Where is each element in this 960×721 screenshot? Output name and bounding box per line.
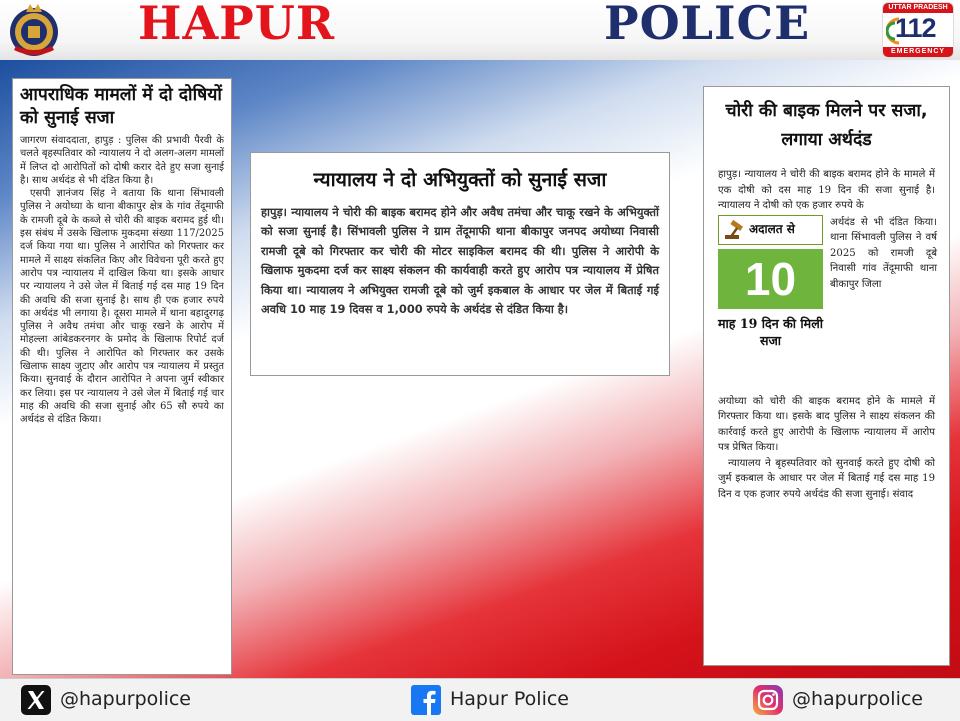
instagram-link[interactable] xyxy=(752,684,952,716)
clipping-center-title: न्यायालय ने दो अभियुक्तों को सुनाई सजा xyxy=(313,168,607,191)
gavel-icon xyxy=(723,219,745,241)
badge-number: 112 xyxy=(895,13,936,43)
header-hapur-title: HAPUR xyxy=(138,0,336,50)
facebook-icon xyxy=(410,684,442,716)
twitter-handle[interactable]: @hapurpolice xyxy=(60,688,191,710)
adalat-se-label-box xyxy=(718,215,823,245)
instagram-icon xyxy=(752,684,784,716)
up-police-emblem-icon xyxy=(6,2,62,58)
sentence-months-number: 10 xyxy=(718,249,823,309)
facebook-page-name[interactable]: Hapur Police xyxy=(450,688,569,710)
clipping-left-title: आपराधिक मामलों में दो दोषियों को सुनाई सजा xyxy=(20,85,222,128)
adalat-se-text: अदालत से xyxy=(749,221,795,236)
facebook-link[interactable] xyxy=(410,684,600,716)
news-clipping-left xyxy=(12,78,232,675)
twitter-link[interactable] xyxy=(20,684,220,716)
clipping-left-paragraph-1: जागरण संवाददाता, हापुड़ : पुलिस की प्रभावी पैरवी के चलते बृहस्पतिवार को न्यायालय ने दो अलग-अलग मामलों में लिप्त दो आरोपितों को दोषी करार देते हुए सजा सुनाई है। साथ अर्थदंड से भी दंडित किया है। xyxy=(20,135,224,186)
clipping-left-paragraph-2: एसपी ज्ञानंजय सिंह ने बताया कि थाना सिंभावली पुलिस ने अयोध्या के थाना बीकापुर क्षेत्र के गांव तेंदूमाफी के रामजी दूबे के कब्जे से चोरी की बाइक बरामद हुई थी। इस संबंध में उसके खिलाफ मुकदमा संख्या 117/2025 दर्ज किया गया था। पुलिस ने आरोपित को गिरफ्तार कर मामले में साक्ष्य संकलित किए और विवेचना पूरी करते हुए आरोप पत्र न्यायालय में दाखिल किया था। इसके आधार पर न्यायालय ने उसे जेल में बिताई गई दस माह 19 दिन की अवधि की सजा सुनाई है। साथ ही एक हजार रुपये का अर्थदंड भी लगाया है। दूसरा मामले में थाना बहादुरगढ़ पुलिस ने अवैध तमंचा और चाकू रखने के आरोप में मोहल्ला आंबेडकरनगर के प्रमोद के खिलाफ रिपोर्ट दर्ज की थी। पुलिस ने आरोपित को गिरफ्तार कर उसके खिलाफ साक्ष्य जुटाए और आरोप पत्र न्यायालय में प्रस्तुत किया। सुनवाई के दौरान आरोपित ने अपना जुर्म स्वीकार कर लिया। इस पर न्यायालय ने उसे जेल में बिताई गई चार माह की अवधि की सजा सुनाई और 65 सौ रुपये का अर्थदंड से दंडित किया। xyxy=(20,188,224,426)
instagram-handle[interactable]: @hapurpolice xyxy=(792,688,923,710)
clipping-right-intro: हापुड़। न्यायालय ने चोरी की बाइक बरामद होने के मामले में एक दोषी को दस माह 19 दिन की सजा सुनाई है। न्यायालय ने दोषी को एक हजार रुपये के xyxy=(718,169,935,211)
clipping-right-title: चोरी की बाइक मिलने पर सजा, लगाया अर्थदंड xyxy=(725,101,928,150)
badge-top-text: UTTAR PRADESH xyxy=(883,3,953,13)
header-police-title: POLICE xyxy=(604,0,811,50)
x-icon xyxy=(20,684,52,716)
clipping-right-last-paragraph: न्यायालय ने बृहस्पतिवार को सुनवाई करते हुए दोषी को जुर्म इकबाल के आधार पर जेल में बिताई गई दस माह 19 दिन व एक हजार रुपये अर्थदंड की सजा सुनाई। संवाद xyxy=(718,457,935,500)
clipping-right-body xyxy=(718,167,935,502)
clipping-center-body: हापुड़। न्यायालय ने चोरी की बाइक बरामद होने और अवैध तमंचा और चाकू रखने के अभियुक्तों को सजा सुनाई है। सिंभावली पुलिस ने ग्राम तेंदूमाफी थाना बीकापुर जनपद अयोध्या निवासी रामजी दूबे को गिरफ्तार कर चोरी की मोटर साइकिल बरामद की थी। पुलिस ने आरोपी के खिलाफ मुकदमा दर्ज कर साक्ष्य संकलन की कार्यवाही करते हुए आरोप पत्र न्यायालय में प्रेषित किया था। न्यायालय ने अभियुक्त रामजी दूबे को जुर्म इकबाल के आधार पर जेल में बिताई गई अवधि 10 माह 19 दिवस व 1,000 रुपये के अर्थदंड से दंडित किया है। xyxy=(261,205,660,317)
sentence-badge xyxy=(718,215,823,375)
clipping-right-after-box: अयोध्या को चोरी की बाइक बरामद होने के मामले में गिरफ्तार किया था। इसके बाद पुलिस ने साक्ष्य संकलन की कार्रवाई करते हुए आरोपी के खिलाफ न्यायालय में आरोप पत्र प्रेषित किया। xyxy=(718,395,935,453)
clipping-right-side-text: अर्थदंड से भी दंडित किया। थाना सिंभावली पुलिस ने वर्ष 2025 को रामजी दूबे निवासी गांव तेंदूमाफी थाना बीकापुर जिला xyxy=(830,216,937,290)
badge-bottom-text: EMERGENCY xyxy=(883,47,953,57)
sentence-caption: माह 19 दिन की मिली सजा xyxy=(718,315,824,348)
clipping-left-body xyxy=(20,134,224,427)
news-clipping-right xyxy=(703,86,950,666)
news-clipping-center xyxy=(250,152,670,376)
social-footer xyxy=(0,678,960,721)
header-banner xyxy=(0,0,960,60)
clipping-right-inset xyxy=(718,215,935,390)
emergency-112-badge xyxy=(882,2,954,58)
